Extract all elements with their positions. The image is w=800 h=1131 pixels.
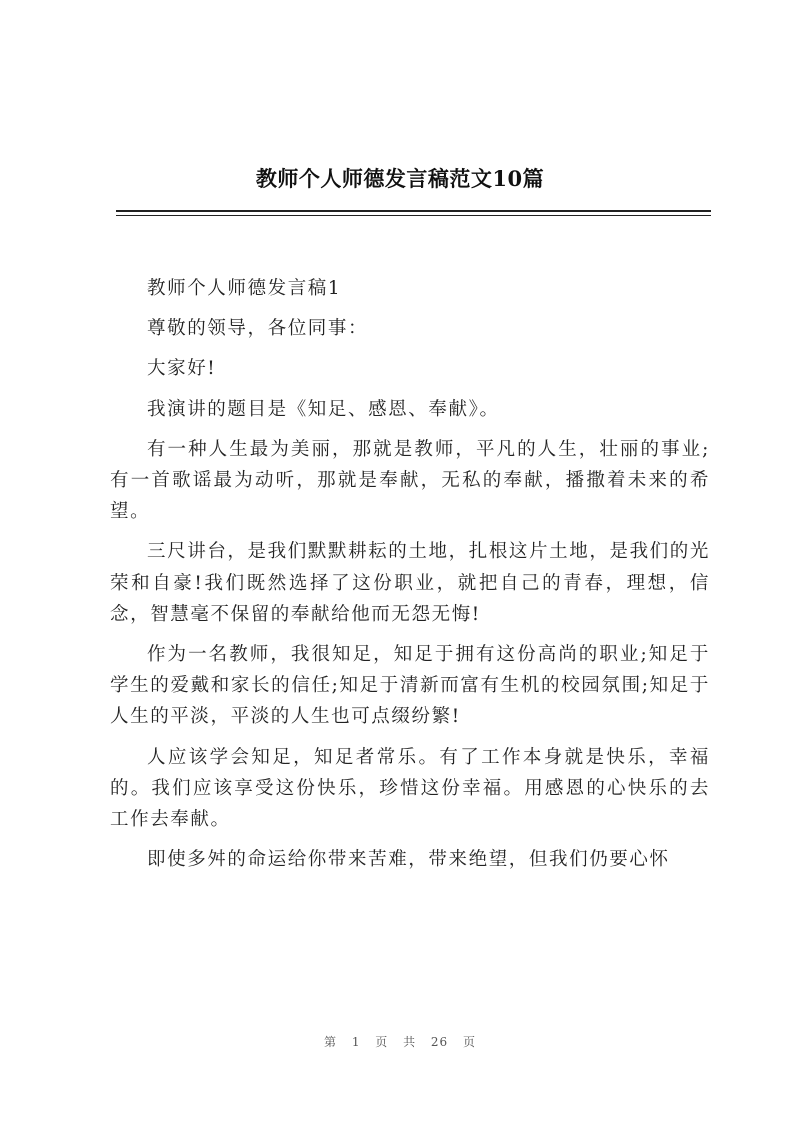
section-heading: 教师个人师德发言稿1 bbox=[147, 278, 342, 299]
title-underline-thick bbox=[116, 210, 711, 212]
page-number-footer: 第 1 页 共 26 页 bbox=[324, 1035, 476, 1049]
document-body bbox=[110, 273, 710, 884]
body-paragraph: 三尺讲台，是我们默默耕耘的土地，扎根这片土地，是我们的光荣和自豪!我们既然选择了这份职业，就把自己的青春，理想，信念，智慧毫不保留的奉献给他而无怨无悔! bbox=[110, 541, 710, 625]
body-paragraph: 作为一名教师，我很知足，知足于拥有这份高尚的职业;知足于学生的爱戴和家长的信任;知足于清新而富有生机的校园氛围;知足于人生的平淡，平淡的人生也可点缀纷繁! bbox=[110, 644, 710, 728]
salutation: 尊敬的领导，各位同事： bbox=[147, 318, 369, 340]
document-title: 教师个人师德发言稿范文10篇 bbox=[255, 166, 545, 191]
greeting: 大家好! bbox=[147, 358, 217, 380]
body-paragraph: 人应该学会知足，知足者常乐。有了工作本身就是快乐，幸福的。我们应该享受这份快乐，珍惜这份幸福。用感恩的心快乐的去工作去奉献。 bbox=[110, 746, 710, 831]
body-paragraph: 有一种人生最为美丽，那就是教师，平凡的人生，壮丽的事业;有一首歌谣最为动听，那就是奉献，无私的奉献，播撒着未来的希望。 bbox=[110, 438, 710, 523]
title-underline-thin bbox=[116, 215, 711, 216]
speech-topic: 我演讲的题目是《知足、感恩、奉献》。 bbox=[147, 398, 500, 420]
body-paragraph: 即使多舛的命运给你带来苦难，带来绝望，但我们仍要心怀 bbox=[147, 849, 670, 871]
